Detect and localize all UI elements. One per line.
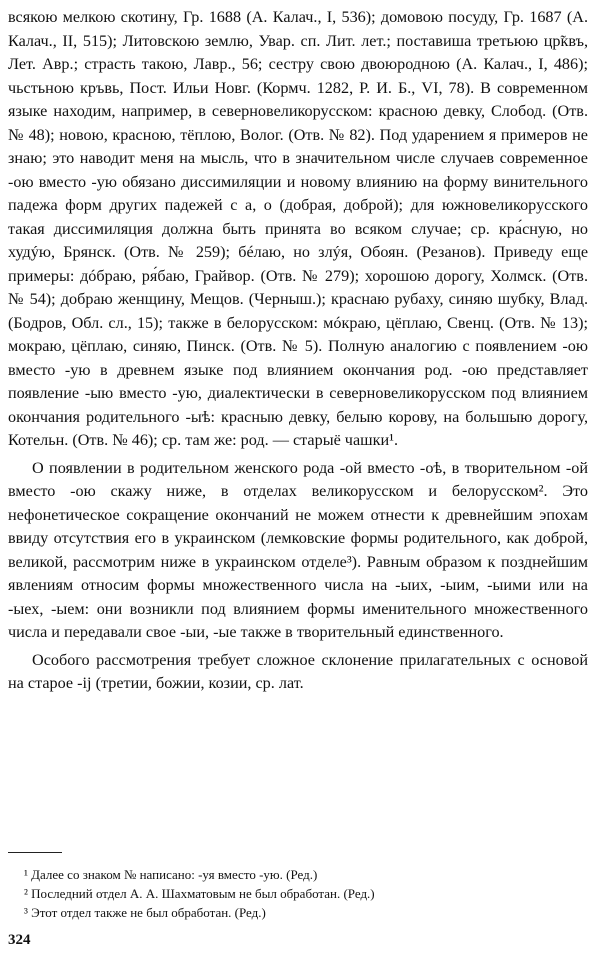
footnote-3: ³ Этот отдел также не был обработан. (Ред.) xyxy=(24,905,266,920)
page-number: 324 xyxy=(8,932,31,948)
paragraph-3: Особого рассмотрения требует сложное склонение прилагательных с основой на старое -ij (третии, божии, козии, ср. лат. xyxy=(8,650,588,692)
footnote-2: ² Последний отдел А. А. Шахматовым не был обработан. (Ред.) xyxy=(24,886,375,901)
paragraph-1: всякою мелкою скотину, Гр. 1688 (А. Калач., I, 536); домовою посуду, Гр. 1687 (А. Калач., II, 515); Литовскою землю, Увар. сп. Лит. лет.; поставиша третьюю цр̃квъ, Лет. Авр.; страсть такою, Лавр., 56; сестру свою двоюродною (А. Калач., I, 486); чьстьною кръвь, Пост. Ильи Новг. (Кормч. 1282, Р. И. Б., VI, 78). В современном языке находим, например, в северновеликорусском: красною девку, Слобод. (Отв. № 48); новою, красною, тёплою, Волог. (Отв. № 82). Под ударением я примеров не знаю; это наводит меня на мысль, что в значительном числе случаев современное -ою вместо -ую обязано диссимиляции и новому влиянию на форму винительного падежа форм других падежей с а, о (добрая, доброй); для южновеликорусского такая диссимиляция должна быть принята во всяком случае; ср. кра́сную, но худýю, Брянск. (Отв. № 259); бéлаю, но злýя, Обоян. (Резанов). Приведу еще примеры: дóбраю, ря́баю, Грайвор. (Отв. № 279); хорошою дорогу, Холмск. (Отв. № 54); добраю женщину, Мещов. (Черныш.); краснаю рубаху, синяю шубку, Влад. (Бодров, Обл. сл., 15); также в белорусском: мóкраю, цёплаю, Свенц. (Отв. № 13); мокраю, цёплаю, синяю, Пинск. (Отв. № 5). Полную аналогию с появлением -ою вместо -ую в древнем языке под влиянием окончания род. -ою представляет появление -ыю вместо -ую, диалектически в северновеликорусском под влиянием окончания родительного -ыѣ: красныю девку, белыю корову, на большыю дорогу, Котельн. (Отв. № 46); ср. там же: род. — старыё чашки¹. xyxy=(8,8,588,449)
paragraph-2: О появлении в родительном женского рода -ой вместо -оѣ, в творительном -ой вместо -ою скажу ниже, в отделах великорусском и белорусском². Это нефонетическое сокращение окончаний не можем отнести к древнейшим эпохам ввиду отсутствия его в украинском (лемковские формы родительного, как доброй, великой, рассмотрим ниже в украинском отделе³). Равным образом к позднейшим явлениям относим формы множественного числа на -ыих, -ыим, -ыими или на -ыех, -ыем: они возникли под влиянием формы именительного множественного числа и передавали свое -ыи, -ые также в творительный единственного. xyxy=(8,458,588,641)
footnote-divider xyxy=(8,852,62,853)
footnote-1: ¹ Далее со знаком № написано: -уя вместо -ую. (Ред.) xyxy=(24,867,318,882)
main-text xyxy=(8,6,588,696)
footnotes xyxy=(8,865,588,922)
